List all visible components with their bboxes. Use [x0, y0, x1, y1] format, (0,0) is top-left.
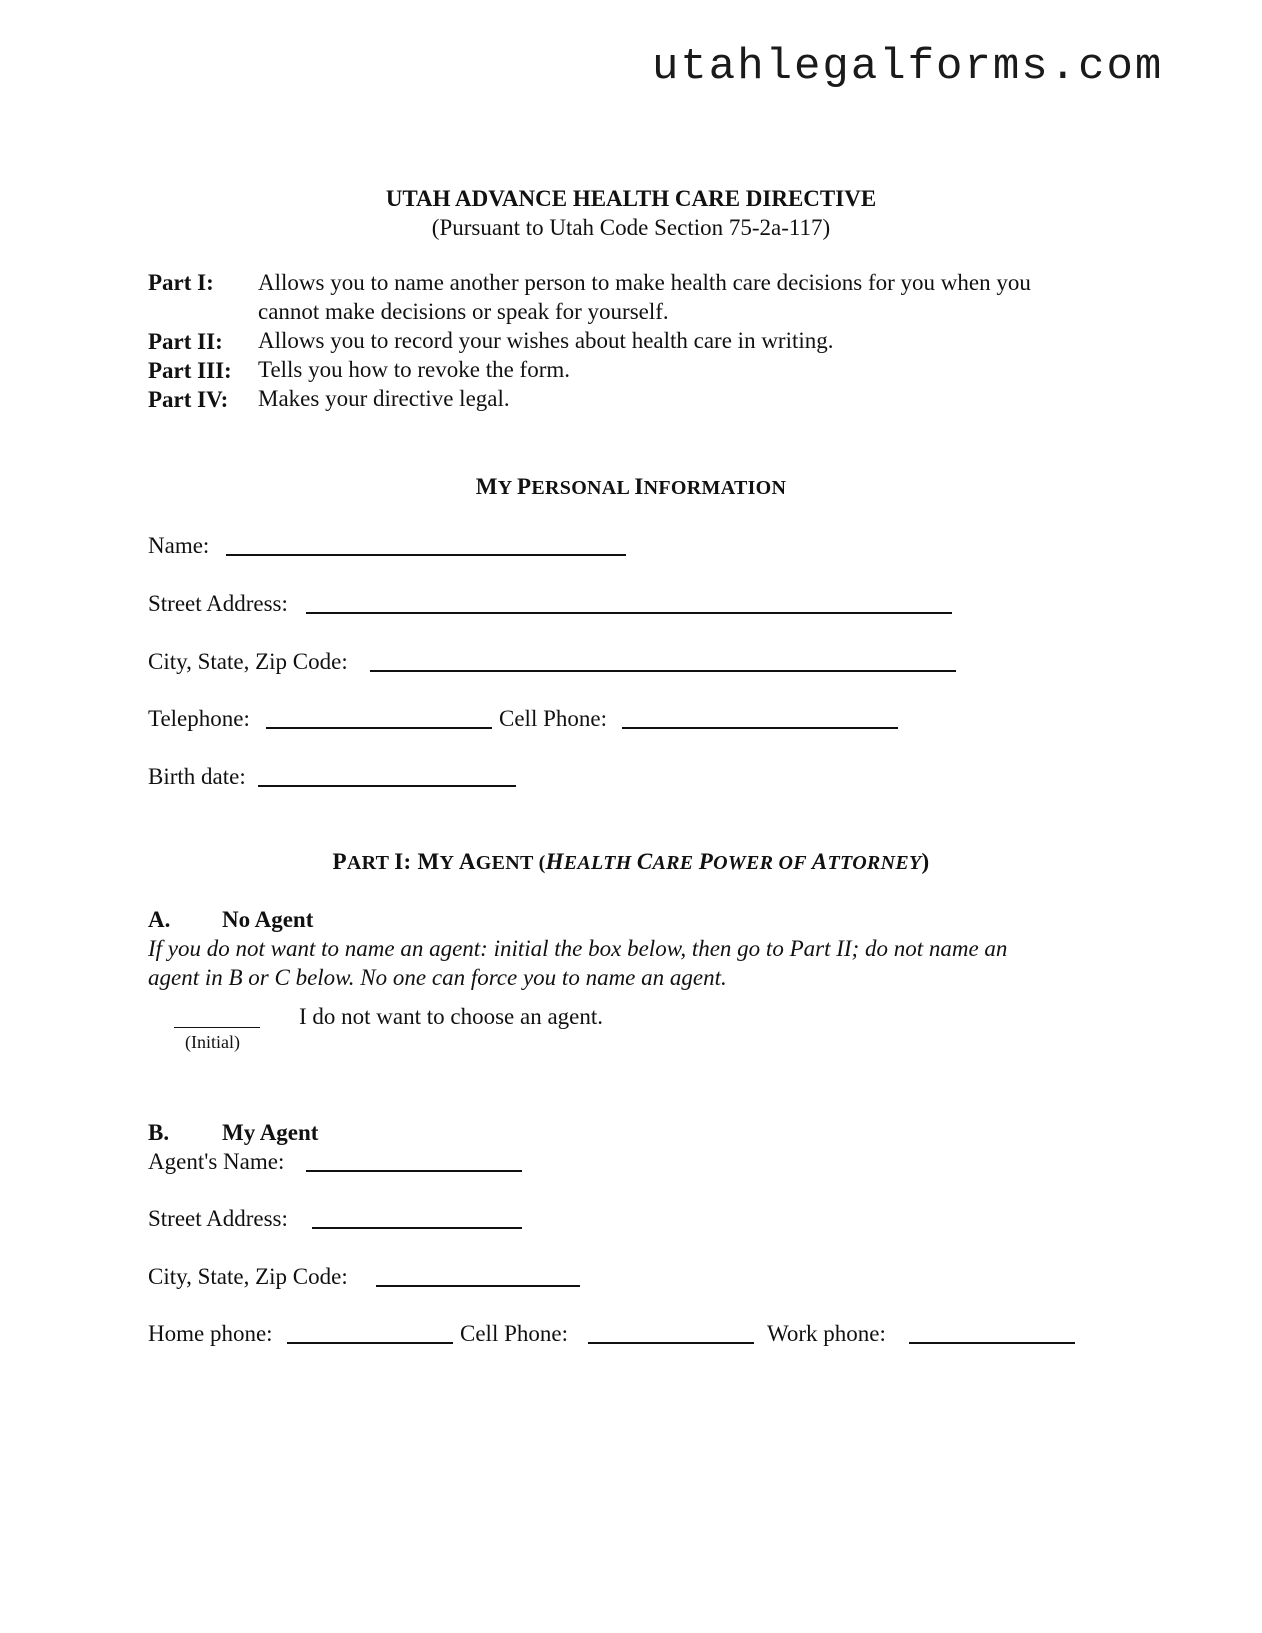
name-field[interactable]: [226, 554, 626, 556]
agent-work-phone-label: Work phone:: [767, 1321, 886, 1346]
site-watermark: utahlegalforms.com: [652, 42, 1164, 92]
no-agent-option: I do not want to choose an agent.: [299, 1004, 604, 1029]
cell-phone-label: Cell Phone:: [499, 706, 607, 731]
part-label: Part IV:: [148, 387, 229, 412]
agent-home-phone-label: Home phone:: [148, 1321, 273, 1346]
personal-info-heading: MY PERSONAL INFORMATION: [475, 474, 787, 499]
birth-date-field[interactable]: [258, 785, 516, 787]
part1-heading: PART I: MY AGENT (HEALTH CARE POWER OF ATTORNEY): [332, 849, 930, 874]
birth-date-label: Birth date:: [148, 764, 246, 789]
agent-cell-phone-field[interactable]: [588, 1342, 754, 1344]
section-b-title: My Agent: [222, 1120, 319, 1145]
part-label: Part III:: [148, 358, 232, 383]
part-description: Makes your directive legal.: [258, 386, 510, 411]
part-description-cont: cannot make decisions or speak for yourself.: [258, 299, 669, 324]
agent-city-field[interactable]: [376, 1285, 580, 1287]
city-state-zip-label: City, State, Zip Code:: [148, 649, 348, 674]
street-address-field[interactable]: [306, 612, 952, 614]
part-label: Part I:: [148, 270, 214, 295]
agent-work-phone-field[interactable]: [909, 1342, 1075, 1344]
section-a-letter: A.: [148, 907, 171, 932]
cell-phone-field[interactable]: [622, 727, 898, 729]
telephone-field[interactable]: [266, 727, 492, 729]
document-title: UTAH ADVANCE HEALTH CARE DIRECTIVE: [385, 186, 877, 211]
agent-name-field[interactable]: [306, 1170, 522, 1172]
agent-name-label: Agent's Name:: [148, 1149, 285, 1174]
name-label: Name:: [148, 533, 210, 558]
agent-street-field[interactable]: [312, 1227, 522, 1229]
section-a-title: No Agent: [222, 907, 314, 932]
agent-home-phone-field[interactable]: [287, 1342, 453, 1344]
document-subtitle: (Pursuant to Utah Code Section 75-2a-117): [431, 215, 831, 240]
section-a-instructions-cont: agent in B or C below. No one can force you to name an agent.: [148, 965, 727, 990]
part-description: Allows you to name another person to make health care decisions for you when you: [258, 270, 1031, 295]
street-address-label: Street Address:: [148, 591, 288, 616]
agent-street-label: Street Address:: [148, 1206, 288, 1231]
part-description: Tells you how to revoke the form.: [258, 357, 571, 382]
telephone-label: Telephone:: [148, 706, 250, 731]
initial-field[interactable]: [174, 1027, 260, 1028]
agent-cell-phone-label: Cell Phone:: [460, 1321, 568, 1346]
initial-label: (Initial): [185, 1032, 240, 1052]
section-a-instructions: If you do not want to name an agent: initial the box below, then go to Part II; do not name an: [148, 936, 1008, 961]
part-description: Allows you to record your wishes about health care in writing.: [258, 328, 834, 353]
section-b-letter: B.: [148, 1120, 170, 1145]
agent-city-label: City, State, Zip Code:: [148, 1264, 348, 1289]
part-label: Part II:: [148, 329, 223, 354]
city-state-zip-field[interactable]: [370, 670, 956, 672]
